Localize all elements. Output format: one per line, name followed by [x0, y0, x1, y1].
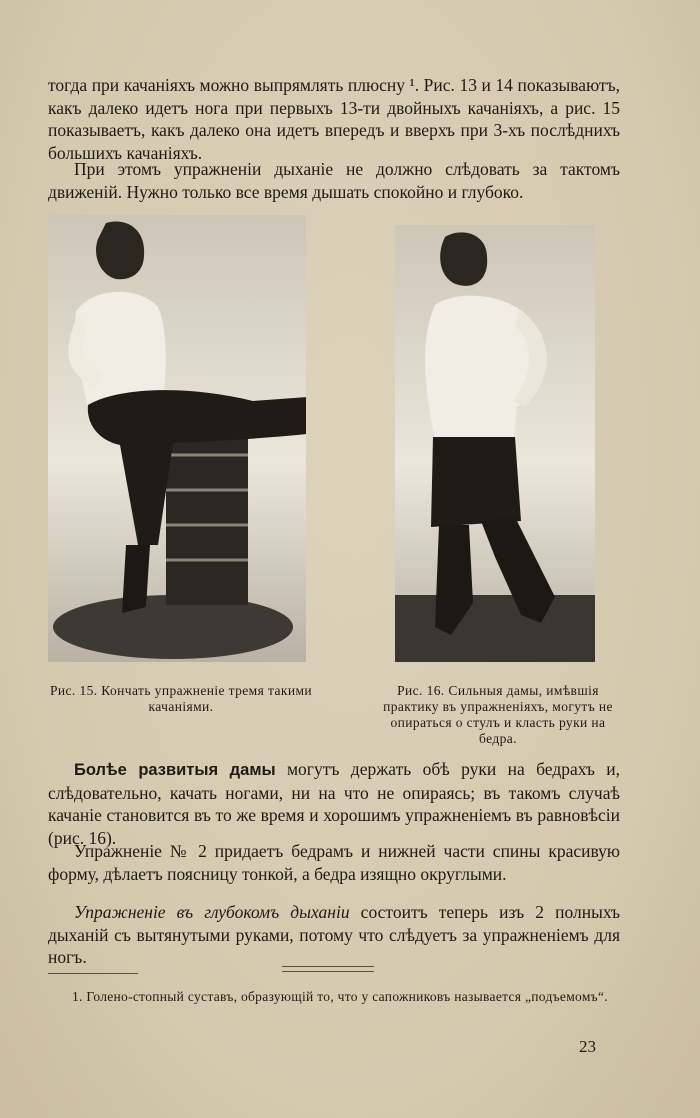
figure-15-caption: Рис. 15. Кончать упражненіе тремя такими качаніями.	[49, 683, 313, 714]
paragraph-3-rest: могутъ держать обѣ руки на бедрахъ и, слѣдовательно, качать ногами, ни на что не опираясь; въ такомъ случаѣ качаніе становится въ то же время и хорошимъ упражненіемъ въ равновѣсіи (рис. 16).	[48, 759, 620, 848]
footnote-separator	[48, 973, 138, 974]
figure-15-photo	[48, 215, 306, 662]
footnote: 1. Голено-стопный суставъ, образующій то, что у сапожниковъ называется „подъемомъ“.	[72, 989, 608, 1004]
figure-16-photo	[395, 225, 595, 662]
figure-16-caption: Рис. 16. Сильныя дамы, имѣвшія практику въ упражненіяхъ, могутъ не опираться о стулъ и класть руки на бедра.	[383, 683, 613, 746]
paragraph-4: Упражненіе № 2 придаетъ бедрамъ и нижней части спины красивую форму, дѣлаетъ поясницу тонкой, а бедра изящно округлыми.	[48, 841, 620, 884]
woman-on-chair-kicking-illustration	[48, 215, 306, 662]
paragraph-5-lead: Упражненіе въ глубокомъ дыханіи	[74, 902, 350, 922]
paragraph-3	[48, 758, 620, 849]
section-end-rule	[282, 966, 374, 972]
paragraph-1: тогда при качаніяхъ можно выпрямлять плюсну ¹. Рис. 13 и 14 показываютъ, какъ далеко идетъ нога при первыхъ 13-ти двойныхъ качаніяхъ, а рис. 15 показываетъ, какъ далеко она идетъ впередъ и вверхъ при 3-хъ послѣднихъ большихъ качаніяхъ.	[48, 75, 620, 163]
paragraph-3-lead: Болѣе развитыя дамы	[74, 761, 276, 779]
page-number: 23	[579, 1037, 596, 1056]
paragraph-5-rest: состоитъ теперь изъ 2 полныхъ дыханій съ вытянутыми руками, потому что слѣдуетъ за упражненіемъ для ногъ.	[48, 902, 620, 968]
paragraph-5	[48, 901, 620, 969]
woman-standing-hands-on-hips-illustration	[395, 225, 595, 662]
paragraph-2: При этомъ упражненіи дыханіе не должно слѣдовать за тактомъ движеній. Нужно только все время дышать спокойно и глубоко.	[48, 159, 620, 202]
